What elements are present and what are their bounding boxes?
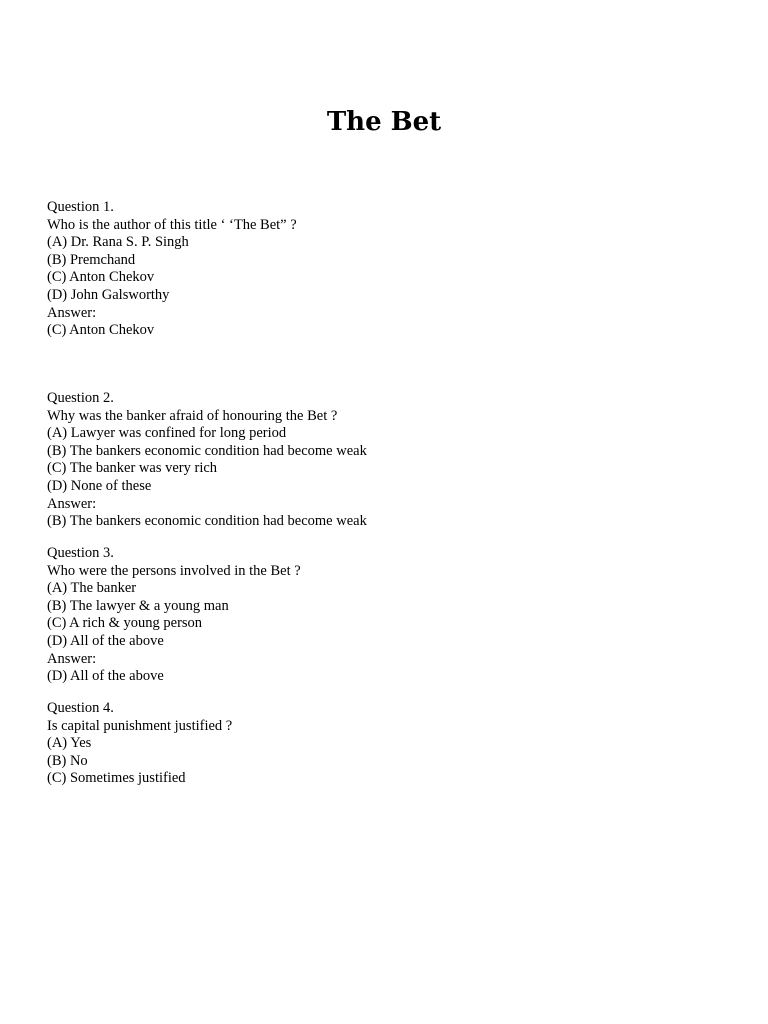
option-c: (C) The banker was very rich [47,460,218,477]
answer-text: (C) Anton Chekov [47,322,155,339]
question-label: Question 1. [47,199,114,215]
option-b: (B) No [47,752,88,769]
option-b: (B) The lawyer & a young man [47,597,229,614]
question-block-4 [47,700,727,788]
answer-label: Answer: [47,304,97,321]
answer-label: Answer: [47,495,97,512]
question-block-3 [47,545,727,686]
option-d: (D) All of the above [47,632,164,649]
option-c: (C) A rich & young person [47,615,203,632]
option-b: (B) Premchand [47,251,136,268]
option-c: (C) Sometimes justified [47,770,186,787]
answer-text: (B) The bankers economic condition had become weak [47,513,367,530]
option-d: (D) None of these [47,477,152,494]
option-a: (A) The banker [47,580,137,597]
question-text: Is capital punishment justified ? [47,717,233,734]
question-label: Question 3. [47,545,114,561]
option-a: (A) Yes [47,735,92,752]
option-a: (A) Lawyer was confined for long period [47,425,287,442]
question-label: Question 4. [47,700,114,716]
question-block-1 [47,199,727,340]
option-c: (C) Anton Chekov [47,269,155,286]
document-title: The Bet [326,107,442,137]
answer-label: Answer: [47,650,97,667]
answer-text: (D) All of the above [47,668,164,685]
question-text: Who is the author of this title ‘ ‘The Bet” ? [47,216,297,233]
option-d: (D) John Galsworthy [47,286,170,303]
question-text: Who were the persons involved in the Bet ? [47,562,301,579]
question-label: Question 2. [47,390,114,406]
option-a: (A) Dr. Rana S. P. Singh [47,234,189,251]
question-block-2 [47,390,727,531]
option-b: (B) The bankers economic condition had become weak [47,442,367,459]
question-text: Why was the banker afraid of honouring the Bet ? [47,407,338,424]
